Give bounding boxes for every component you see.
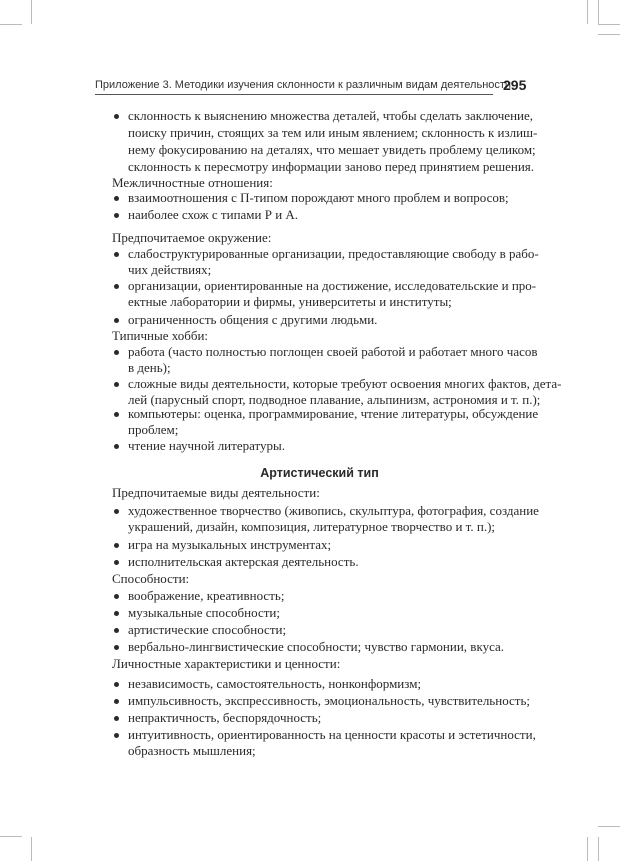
bullet-icon: [114, 594, 119, 599]
list-item-line: нему фокусированию на деталях, что мешает увидеть проблему целиком;: [128, 142, 536, 157]
list-item-line: ектные лаборатории и фирмы, университеты и институты;: [128, 294, 452, 309]
bullet-icon: [114, 628, 119, 633]
crop-mark: [587, 0, 588, 24]
list-item-line: артистические способности;: [128, 622, 287, 637]
list-item-line: независимость, самостоятельность, нонконформизм;: [128, 676, 422, 691]
list-item-line: работа (часто полностью поглощен своей работой и работает много часов: [128, 344, 538, 359]
list-item-line: компьютеры: оценка, программирование, чтение литературы, обсуждение: [128, 406, 539, 421]
subheading-label: Межличностные отношения:: [112, 175, 273, 190]
list-item-line: взаимоотношения с П-типом порождают много проблем и вопросов;: [128, 190, 509, 205]
bullet-icon: [114, 699, 119, 704]
list-item-line: непрактичность, беспорядочность;: [128, 710, 322, 725]
list-item-line: слабоструктурированные организации, предоставляющие свободу в рабо-: [128, 246, 539, 261]
list-item-line: поиску причин, стоящих за тем или иным явлением; склонность к излиш-: [128, 125, 538, 140]
crop-mark: [598, 34, 620, 35]
bullet-icon: [114, 645, 119, 650]
list-item-line: образность мышления;: [128, 743, 256, 758]
list-item-line: игра на музыкальных инструментах;: [128, 537, 332, 552]
running-header: Приложение 3. Методики изучения склонности к различным видам деятельности: [95, 79, 512, 91]
list-item-line: исполнительская актерская деятельность.: [128, 554, 359, 569]
list-item-line: в день);: [128, 360, 171, 375]
bullet-icon: [114, 682, 119, 687]
list-item-line: интуитивность, ориентированность на ценности красоты и эстетичности,: [128, 727, 536, 742]
subheading-label: Способности:: [112, 571, 190, 586]
crop-mark: [587, 837, 588, 861]
bullet-icon: [114, 733, 119, 738]
page-number: 295: [503, 77, 527, 93]
bullet-icon: [114, 716, 119, 721]
bullet-icon: [114, 560, 119, 565]
header-rule: [95, 94, 493, 95]
bullet-icon: [114, 350, 119, 355]
list-item-line: импульсивность, экспрессивность, эмоциональность, чувствительность;: [128, 693, 531, 708]
bullet-icon: [114, 444, 119, 449]
list-item-line: сложные виды деятельности, которые требуют освоения многих фактов, дета-: [128, 376, 562, 391]
bullet-icon: [114, 252, 119, 257]
crop-mark: [0, 836, 22, 837]
list-item-line: склонность к выяснению множества деталей, чтобы сделать заключение,: [128, 108, 534, 123]
subheading-label: Типичные хобби:: [112, 328, 209, 343]
bullet-icon: [114, 284, 119, 289]
crop-mark: [0, 24, 22, 25]
bullet-icon: [114, 196, 119, 201]
bullet-icon: [114, 114, 119, 119]
list-item-line: музыкальные способности;: [128, 605, 280, 620]
list-item-line: проблем;: [128, 422, 179, 437]
list-item-line: ограниченность общения с другими людьми.: [128, 312, 378, 327]
list-item-line: воображение, креативность;: [128, 588, 285, 603]
list-item-line: лей (парусный спорт, подводное плавание, альпинизм, астрономия и т. п.);: [128, 392, 541, 407]
subheading-label: Личностные характеристики и ценности:: [112, 656, 341, 671]
bullet-icon: [114, 318, 119, 323]
crop-mark: [598, 0, 599, 24]
list-item-line: вербально-лингвистические способности; чувство гармонии, вкуса.: [128, 639, 505, 654]
subheading-label: Предпочитаемое окружение:: [112, 230, 272, 245]
subheading-label: Предпочитаемые виды деятельности:: [112, 485, 320, 500]
list-item-line: организации, ориентированные на достижение, исследовательские и про-: [128, 278, 537, 293]
list-item-line: склонность к пересмотру информации заново перед принятием решения.: [128, 159, 535, 174]
crop-mark: [598, 826, 620, 827]
crop-mark: [598, 837, 599, 861]
crop-mark: [31, 837, 32, 861]
list-item-line: чих действиях;: [128, 262, 212, 277]
bullet-icon: [114, 611, 119, 616]
crop-mark: [31, 0, 32, 24]
bullet-icon: [114, 213, 119, 218]
crop-mark: [598, 24, 620, 25]
section-heading: Артистический тип: [260, 466, 379, 480]
list-item-line: художественное творчество (живопись, скульптура, фотография, создание: [128, 503, 539, 518]
bullet-icon: [114, 509, 119, 514]
list-item-line: чтение научной литературы.: [128, 438, 286, 453]
list-item-line: украшений, дизайн, композиция, литературное творчество и т. п.);: [128, 519, 496, 534]
list-item-line: наиболее схож с типами Р и А.: [128, 207, 299, 222]
bullet-icon: [114, 382, 119, 387]
bullet-icon: [114, 412, 119, 417]
bullet-icon: [114, 543, 119, 548]
